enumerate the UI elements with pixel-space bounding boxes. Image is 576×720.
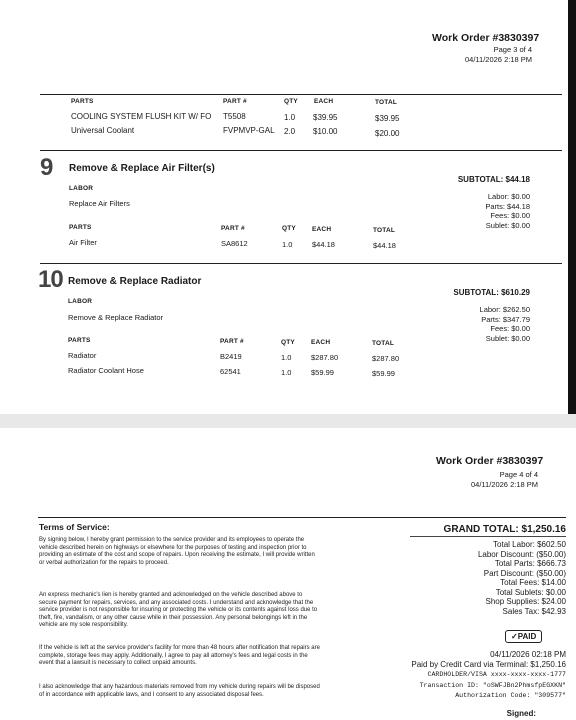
- col-header-qty: QTY: [284, 98, 298, 105]
- work-order-title: Work Order #3830397: [432, 32, 540, 44]
- col-header-parts: PARTS: [71, 98, 94, 105]
- col-header-total: TOTAL: [375, 99, 398, 106]
- table-row-qty: 2.0: [284, 127, 296, 136]
- breakdown-labor: Labor: $0.00: [487, 192, 530, 201]
- col-header-each: EACH: [312, 226, 332, 233]
- paid-badge: ✓PAID: [505, 630, 542, 643]
- section-subtotal: SUBTOTAL: $44.18: [457, 175, 530, 184]
- table-row-name: Universal Coolant: [71, 126, 135, 135]
- table-row-qty: 1.0: [281, 368, 292, 377]
- table-row-part-number: FVPMVP-GAL: [223, 126, 275, 135]
- col-header-each: EACH: [311, 339, 331, 346]
- terms-paragraph: By signing below, I hereby grant permission to the service provider and its employees to operate the vehicle described herein on highways or elsewhere for the purposes of testing and inspection prior to providing an estimate of the cost and scope of repairs. Upon receiving the estimate, I will provide written or verbal authorization for the repairs to proceed.: [39, 537, 315, 566]
- section-number: 10: [38, 266, 63, 293]
- cost-breakdown: [410, 192, 530, 230]
- table-row-each: $59.99: [311, 368, 334, 377]
- authorization-code: Authorization Code: "309577": [455, 692, 566, 699]
- payment-method: Paid by Credit Card via Terminal: $1,250.16: [411, 660, 566, 669]
- col-header-parts: PARTS: [68, 337, 91, 344]
- page-date: 04/11/2026 2:18 PM: [465, 55, 532, 64]
- labor-item: Replace Air Filters: [69, 199, 130, 208]
- terms-paragraph: I also acknowledge that any hazardous materials removed from my vehicle during repairs will be disposed of in accordance with applicable laws, and I consent to any associated disposal fees.: [39, 684, 320, 698]
- col-header-part-number: PART #: [223, 98, 247, 105]
- divider: [40, 94, 562, 95]
- breakdown-sublet: Sublet: $0.00: [485, 333, 530, 343]
- section-title: Remove & Replace Radiator: [68, 276, 202, 287]
- divider: [40, 263, 562, 264]
- table-row-total: $20.00: [375, 129, 400, 138]
- table-row-each: $287.80: [311, 353, 339, 362]
- page-date: 04/11/2026 2:18 PM: [471, 480, 538, 489]
- col-header-qty: QTY: [281, 339, 295, 346]
- page-number: Page 3 of 4: [493, 45, 532, 54]
- section-title: Remove & Replace Air Filter(s): [69, 163, 215, 174]
- total-parts: Total Parts: $666.73: [494, 559, 566, 568]
- labor-item: Remove & Replace Radiator: [68, 313, 164, 322]
- grand-total: GRAND TOTAL: $1,250.16: [443, 524, 566, 535]
- total-fees: Total Fees: $14.00: [500, 578, 566, 587]
- table-row-name: Air Filter: [69, 238, 97, 247]
- table-row-qty: 1.0: [281, 353, 292, 362]
- labor-discount: Labor Discount: ($50.00): [477, 549, 566, 559]
- table-row-name: Radiator Coolant Hose: [68, 366, 144, 375]
- table-row-name: Radiator: [68, 351, 97, 360]
- work-order-title: Work Order #3830397: [436, 455, 544, 467]
- table-row-each: $10.00: [313, 127, 338, 136]
- page-edge-shadow: [568, 0, 576, 414]
- section-subtotal: SUBTOTAL: $610.29: [453, 288, 530, 297]
- col-header-part-number: PART #: [220, 338, 244, 345]
- total-labor: Total Labor: $602.50: [493, 540, 566, 549]
- table-row-total: $39.95: [375, 114, 400, 123]
- shop-supplies: Shop Supplies: $24.00: [485, 597, 566, 606]
- labor-label: LABOR: [69, 185, 94, 192]
- table-row-part-number: 62541: [220, 367, 241, 376]
- page-gap: [0, 414, 576, 428]
- col-header-each: EACH: [314, 98, 334, 105]
- breakdown-parts: Parts: $44.18: [485, 201, 530, 211]
- sales-tax: Sales Tax: $42.93: [502, 606, 566, 616]
- section-number: 9: [40, 154, 53, 181]
- table-row-qty: 1.0: [284, 113, 296, 122]
- total-sublets: Total Sublets: $0.00: [495, 587, 566, 597]
- terms-paragraph: If the vehicle is left at the service provider's facility for more than 48 hours after notification that repairs are complete, storage fees may apply. Additionally, I agree to pay all attorney's fees and legal costs in the event that a lawsuit is necessary to collect unpaid amounts.: [39, 645, 320, 667]
- divider: [410, 536, 566, 537]
- col-header-qty: QTY: [282, 225, 296, 232]
- table-row-total: $287.80: [372, 354, 400, 363]
- breakdown-parts: Parts: $347.79: [481, 314, 530, 324]
- page-number: Page 4 of 4: [499, 470, 538, 479]
- table-row-name: COOLING SYSTEM FLUSH KIT W/ FO: [71, 112, 212, 121]
- cost-breakdown: [410, 305, 530, 343]
- totals-list: [406, 540, 566, 616]
- terms-title: Terms of Service:: [39, 522, 110, 532]
- table-row-qty: 1.0: [282, 240, 293, 249]
- col-header-parts: PARTS: [69, 224, 92, 231]
- terms-paragraph: An express mechanic's lien is hereby granted and acknowledged on the vehicle described above to secure payment for repairs, services, and any associated costs. I understand and acknowledge that the service provider is not responsible for insuring or protecting the vehicle or its contents against loss due to theft, fire, vandalism, or any other cause while in their possession. Any personal belongings left in the vehicle are my sole responsibility.: [39, 592, 318, 629]
- divider: [38, 517, 566, 518]
- table-row-each: $39.95: [313, 113, 338, 122]
- labor-label: LABOR: [68, 298, 93, 305]
- part-discount: Part Discount: ($50.00): [483, 568, 566, 578]
- divider: [40, 150, 562, 151]
- col-header-part-number: PART #: [221, 225, 245, 232]
- col-header-total: TOTAL: [373, 227, 396, 234]
- invoice-page-4: [0, 428, 568, 720]
- table-row-each: $44.18: [312, 240, 335, 249]
- table-row-part-number: B2419: [220, 352, 242, 361]
- col-header-total: TOTAL: [372, 340, 395, 347]
- breakdown-fees: Fees: $0.00: [490, 211, 530, 220]
- breakdown-fees: Fees: $0.00: [490, 324, 530, 333]
- table-row-total: $59.99: [372, 369, 395, 378]
- table-row-part-number: T5508: [223, 112, 246, 121]
- breakdown-labor: Labor: $262.50: [479, 305, 530, 314]
- table-row-part-number: SA8612: [221, 239, 248, 248]
- transaction-id: Transaction ID: "oSWFJBn2PhmsfpEGXKN": [419, 682, 566, 689]
- signed-label: Signed:: [506, 709, 536, 718]
- card-info: CARDHOLDER/VISA xxxx-xxxx-xxxx-1777: [427, 671, 566, 678]
- breakdown-sublet: Sublet: $0.00: [485, 220, 530, 230]
- payment-date: 04/11/2026 02:18 PM: [490, 650, 566, 659]
- table-row-total: $44.18: [373, 241, 396, 250]
